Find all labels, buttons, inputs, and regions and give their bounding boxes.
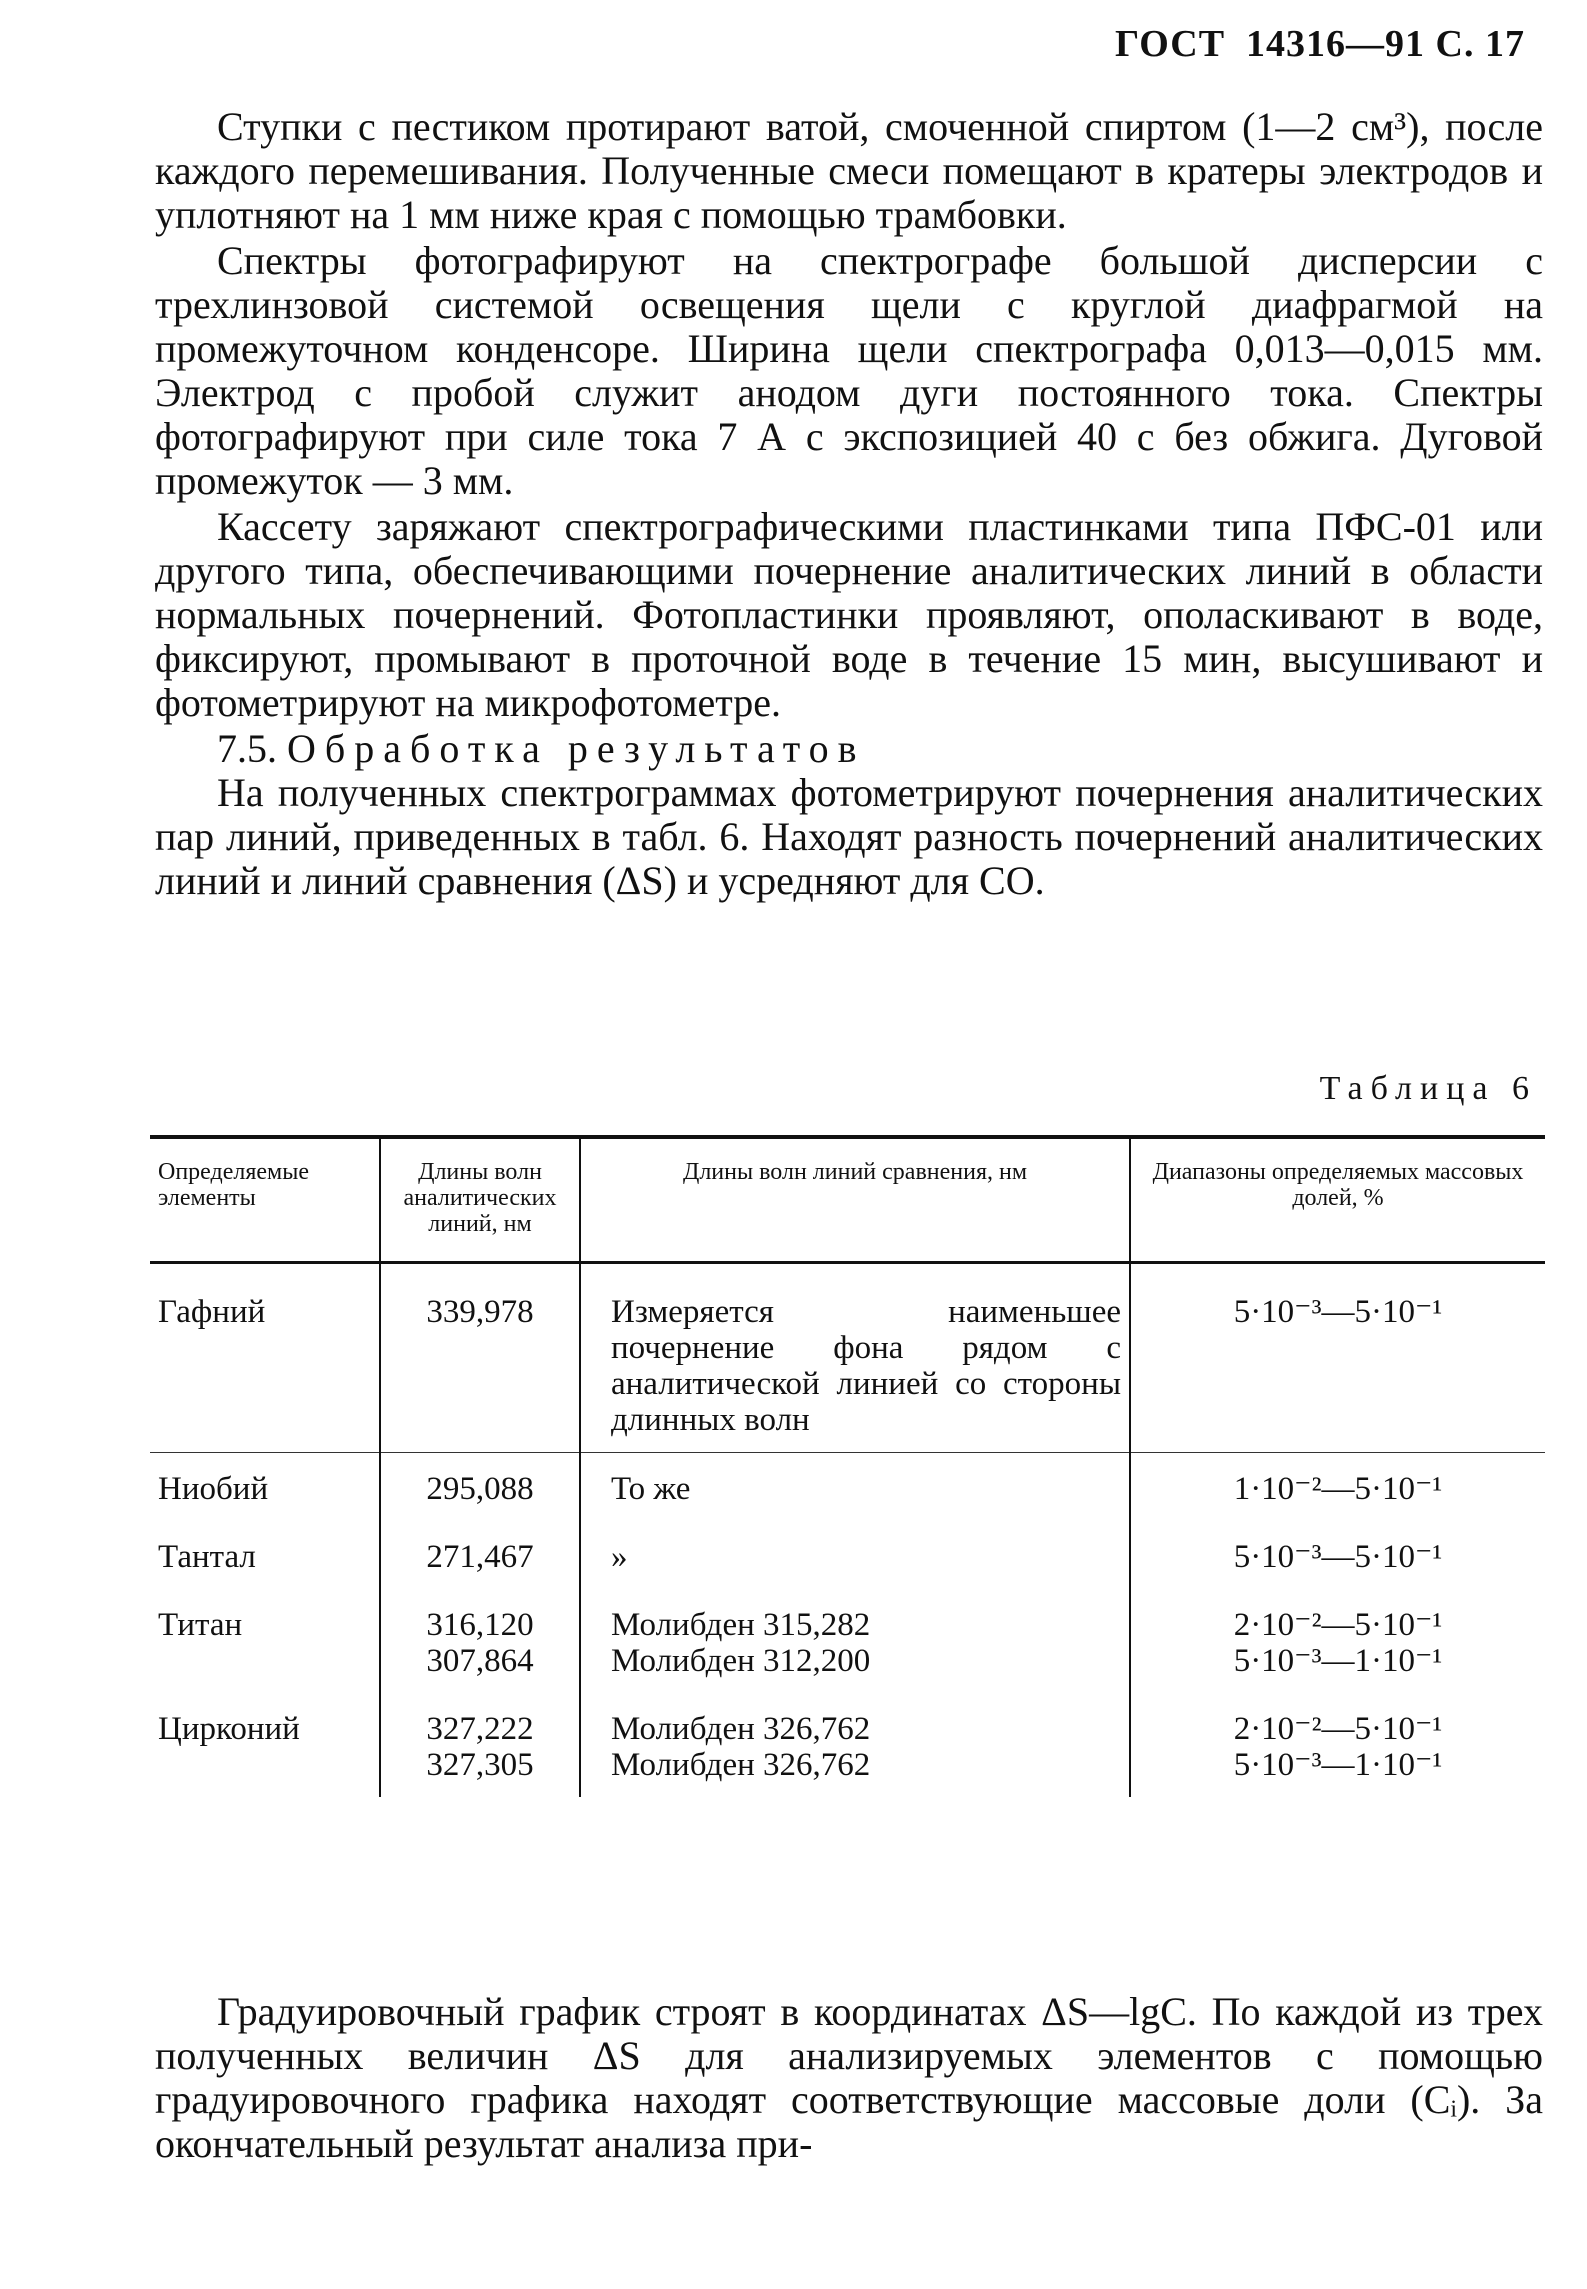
section-number: 7.5. <box>217 726 277 771</box>
paragraph-calibration: Градуировочный график строят в координатах ΔS—lgC. По каждой из трех полученных величин ΔS для анализируемых элементов с помощью градуировочного графика находят соответствующие массовые доли (Cᵢ). За окончательный результат анализа при- <box>155 1989 1543 2166</box>
cell-comparison: » <box>580 1521 1130 1589</box>
section-heading <box>155 727 1543 771</box>
cell-comparison <box>580 1589 1130 1693</box>
table-header-row <box>150 1137 1545 1263</box>
cell-wavelength: 271,467 <box>380 1521 580 1589</box>
range-line: 2·10⁻²—5·10⁻¹ <box>1233 1607 1443 1643</box>
cell-range <box>1130 1589 1545 1693</box>
wavelength-line: 307,864 <box>426 1643 534 1679</box>
comparison-line: Молибден 315,282 <box>611 1607 871 1643</box>
table-caption: Таблица 6 <box>1319 1070 1537 1107</box>
main-text <box>155 105 1543 905</box>
comparison-line: Молибден 312,200 <box>611 1643 871 1679</box>
comparison-line: Молибден 326,762 <box>611 1711 871 1747</box>
cell-element: Титан <box>158 1607 243 1643</box>
paragraph-processing: На полученных спектрограммах фотометрируют почернения аналитических пар линий, приведенных в табл. 6. Находят разность почернений аналитических линий и линий сравнения (ΔS) и усредняют для СО. <box>155 770 1543 903</box>
table-row <box>150 1521 1545 1589</box>
cell-wavelength <box>380 1693 580 1797</box>
cell-range <box>1130 1693 1545 1797</box>
cell-range: 1·10⁻²—5·10⁻¹ <box>1130 1453 1545 1522</box>
wavelength-line: 327,305 <box>426 1747 534 1783</box>
comparison-line: Молибден 326,762 <box>611 1747 871 1783</box>
cell-wavelength: 295,088 <box>380 1453 580 1522</box>
range-line: 5·10⁻³—1·10⁻¹ <box>1233 1643 1443 1679</box>
page-header: ГОСТ 14316—91 С. 17 <box>1115 23 1525 65</box>
header-comparison-wavelengths: Длины волн линий сравнения, нм <box>580 1137 1130 1263</box>
cell-wavelength: 339,978 <box>380 1263 580 1453</box>
cell-element: Тантал <box>158 1539 256 1575</box>
table-row <box>150 1263 1545 1453</box>
cell-wavelength <box>380 1589 580 1693</box>
cell-range: 5·10⁻³—5·10⁻¹ <box>1130 1263 1545 1453</box>
wavelength-line: 316,120 <box>426 1607 534 1643</box>
cell-comparison: То же <box>580 1453 1130 1522</box>
range-line: 2·10⁻²—5·10⁻¹ <box>1233 1711 1443 1747</box>
section-title: Обработка результатов <box>287 726 866 771</box>
paragraph-mortar: Ступки с пестиком протирают ватой, смоченной спиртом (1—2 см³), после каждого перемешивания. Полученные смеси помещают в кратеры электродов и уплотняют на 1 мм ниже края с помощью трамбовки. <box>155 104 1543 237</box>
range-line: 5·10⁻³—1·10⁻¹ <box>1233 1747 1443 1783</box>
cell-comparison: Измеряется наименьшее почернение фона рядом с аналитической линией со стороны длинных волн <box>580 1263 1130 1453</box>
table-row <box>150 1453 1545 1522</box>
cell-element: Ниобий <box>150 1453 380 1522</box>
cell-comparison <box>580 1693 1130 1797</box>
header-analytical-wavelengths: Длины волн аналитических линий, нм <box>380 1137 580 1263</box>
cell-element: Цирконий <box>158 1711 300 1747</box>
cell-element: Гафний <box>158 1294 266 1330</box>
paragraph-spectra: Спектры фотографируют на спектрографе большой дисперсии с трехлинзовой системой освещения щели с круглой диафрагмой на промежуточном конденсоре. Ширина щели спектрографа 0,013—0,015 мм. Электрод с пробой служит анодом дуги постоянного тока. Спектры фотографируют при силе тока 7 А с экспозицией 40 с без обжига. Дуговой промежуток — 3 мм. <box>155 238 1543 503</box>
header-elements: Определяемые элементы <box>150 1137 380 1263</box>
table-6 <box>150 1135 1545 1797</box>
table-row <box>150 1693 1545 1797</box>
cell-range: 5·10⁻³—5·10⁻¹ <box>1130 1521 1545 1589</box>
header-ranges: Диапазоны определяемых массовых долей, % <box>1130 1137 1545 1263</box>
table-row <box>150 1589 1545 1693</box>
paragraph-cassette: Кассету заряжают спектрографическими пластинками типа ПФС-01 или другого типа, обеспечивающими почернение аналитических линий в области нормальных почернений. Фотопластинки проявляют, ополаскивают в воде, фиксируют, промывают в проточной воде в течение 15 мин, высушивают и фотометрируют на микрофотометре. <box>155 504 1543 725</box>
wavelength-line: 327,222 <box>426 1711 534 1747</box>
